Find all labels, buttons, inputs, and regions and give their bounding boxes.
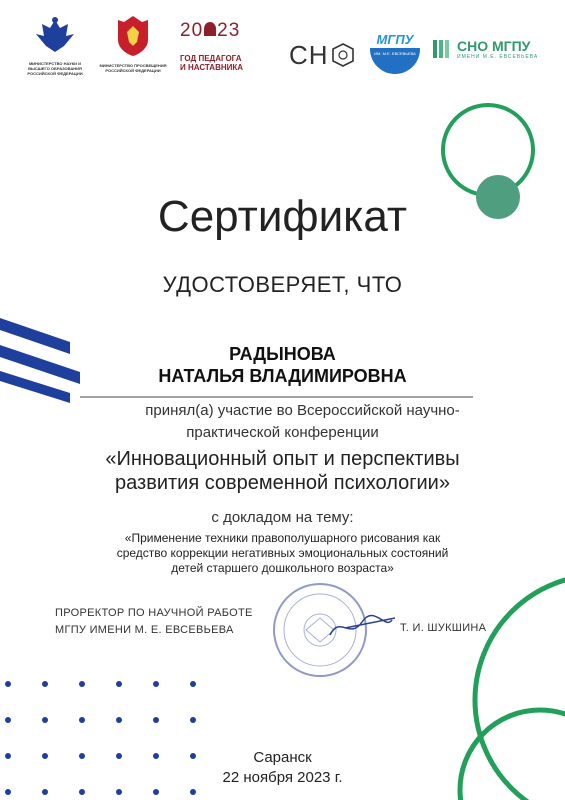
eagle-emblem-icon bbox=[24, 14, 86, 56]
sn-logo bbox=[289, 40, 355, 70]
report-line1: «Применение техники правополушарного рисования как bbox=[124, 531, 441, 545]
report-intro: с докладом на тему: bbox=[211, 509, 354, 526]
conference-line2: развития современной психологии» bbox=[115, 472, 450, 494]
year-logo-line1: ГОД ПЕДАГОГА bbox=[180, 54, 242, 63]
report-topic bbox=[0, 531, 565, 576]
participation-line1: принял(а) участие во Всероссийской научно- bbox=[145, 402, 460, 419]
official-stamp bbox=[274, 584, 366, 676]
sn-logo-text: СН bbox=[289, 39, 329, 70]
hexagon-icon bbox=[331, 43, 355, 67]
report-line2: средство коррекции негативных эмоциональных состояний bbox=[116, 546, 449, 560]
conference-title bbox=[0, 447, 565, 495]
footer-date: 22 ноября 2023 г. bbox=[222, 769, 343, 786]
report-line3: детей старшего дошкольного возраста» bbox=[171, 561, 394, 575]
ministry-education-logo: МИНИСТЕРСТВО ПРОСВЕЩЕНИЯ РОССИЙСКОЙ ФЕДЕРАЦИИ bbox=[96, 14, 170, 84]
mgpu-logo-badge bbox=[370, 48, 420, 74]
certifies-line: УДОСТОВЕРЯЕТ, ЧТО bbox=[162, 272, 403, 297]
signer-position-line2: МГПУ ИМЕНИ М. Е. ЕВСЕВЬЕВА bbox=[55, 624, 234, 636]
mgpu-logo-title: МГПУ bbox=[376, 32, 414, 47]
recipient-surname: РАДЫНОВА bbox=[229, 344, 336, 364]
signer-name: Т. И. ШУКШИНА bbox=[400, 622, 487, 634]
conference-line1: «Инновационный опыт и перспективы bbox=[105, 448, 460, 470]
recipient-given-names: НАТАЛЬЯ ВЛАДИМИРОВНА bbox=[158, 366, 407, 386]
year-of-teacher-logo bbox=[180, 20, 244, 80]
signer-position bbox=[55, 605, 253, 639]
participation-line2: практической конференции bbox=[186, 424, 379, 441]
bars-icon bbox=[433, 38, 453, 60]
footer-city: Саранск bbox=[253, 749, 312, 766]
pen-nib-icon bbox=[204, 22, 216, 36]
recipient-name bbox=[0, 343, 565, 387]
certificate-title: Сертификат bbox=[157, 192, 408, 241]
year-logo-line2: И НАСТАВНИКА bbox=[180, 63, 244, 72]
sno-logo-title: СНО МГПУ bbox=[457, 38, 531, 54]
footer bbox=[0, 748, 565, 788]
sno-mgpu-logo bbox=[433, 38, 545, 68]
mgpu-logo bbox=[370, 32, 420, 74]
sno-logo-sub: ИМЕНИ М.Е. ЕВСЕВЬЕВА bbox=[457, 54, 539, 60]
mgpu-logo-sub: ИМ. М.Е. ЕВСЕВЬЕВА bbox=[374, 51, 416, 56]
red-emblem-icon bbox=[96, 14, 170, 58]
handwritten-signature bbox=[330, 615, 395, 635]
ministry-science-logo: МИНИСТЕРСТВО НАУКИ И ВЫСШЕГО ОБРАЗОВАНИЯ РОССИЙСКОЙ ФЕДЕРАЦИИ bbox=[24, 14, 86, 84]
year-right: 23 bbox=[217, 20, 241, 41]
signer-position-line1: ПРОРЕКТОР ПО НАУЧНОЙ РАБОТЕ bbox=[55, 607, 253, 619]
participation-text bbox=[0, 400, 565, 444]
year-left: 20 bbox=[180, 20, 204, 41]
